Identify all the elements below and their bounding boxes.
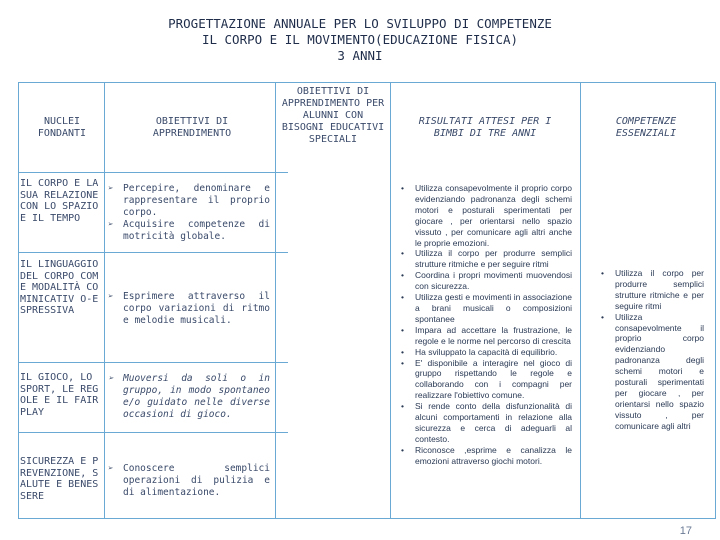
- list-item: • Utilizza il corpo per produrre semplici strutture ritmiche e per seguire ritmi: [601, 268, 704, 311]
- bullet-icon: •: [401, 183, 404, 193]
- nucleo-cell: SICUREZZA E PREVENZIONE, SALUTE E BENESSERE: [20, 456, 99, 502]
- title-line-3: 3 ANNI: [337, 48, 383, 63]
- obiettivi-cell: [108, 463, 270, 499]
- bullet-icon: •: [601, 268, 604, 278]
- bullet-icon: •: [401, 346, 404, 357]
- column-divider: [580, 82, 581, 519]
- list-item: • E' disponibile a interagire nel gioco di gruppo rispettando le regole e collaborando con i compagni per realizzare l'obiettivo comune.: [401, 357, 572, 401]
- list-item: ➢ Percepire, denominare e rappresentare il proprio corpo.: [108, 183, 270, 218]
- bullet-icon: •: [401, 401, 404, 412]
- row-divider: [18, 172, 288, 173]
- list-item: • Utilizza consapevolmente il proprio corpo evidenziando padronanza degli schemi motori e posturali sperimentati per giocare , per orientarsi nello spazio vissuto , per comunicare agli altri anche le proprie emozioni.: [401, 183, 572, 248]
- obiettivi-cell: [108, 183, 270, 243]
- row-divider: [18, 252, 288, 253]
- header-risultati: RISULTATI ATTESI PER I BIMBI DI TRE ANNI: [418, 116, 552, 139]
- list-item: ➢ Conoscere semplici operazioni di pulizia e di alimentazione.: [108, 463, 270, 498]
- header-nuclei: NUCLEI FONDANTI: [37, 116, 87, 139]
- bullet-icon: •: [401, 444, 404, 455]
- obiettivi-cell: [108, 373, 270, 421]
- page-title: [0, 16, 720, 64]
- list-item: • Riconosce ,esprime e canalizza le emozioni attraverso giochi motori.: [401, 444, 572, 466]
- nucleo-cell: IL LINGUAGGIO DEL CORPO COME MODALITÀ COMINICATIV O-ESPRESSIVA: [20, 259, 99, 316]
- bullet-icon: •: [401, 248, 404, 259]
- arrow-bullet-icon: ➢: [108, 220, 114, 230]
- column-divider: [104, 82, 105, 519]
- list-item: • Coordina i propri movimenti muovendosi con sicurezza.: [401, 270, 572, 292]
- list-item: ➢ Muoversi da soli o in gruppo, in modo spontaneo e/o guidato nelle diverse occasioni di gioco.: [108, 373, 270, 420]
- title-line-2: IL CORPO E IL MOVIMENTO(EDUCAZIONE FISICA): [201, 32, 519, 47]
- competenze-list: [598, 268, 704, 432]
- bullet-icon: •: [401, 324, 404, 335]
- list-item: • Utilizza gesti e movimenti in associazione a brani musicali o composizioni spontanee: [401, 292, 572, 324]
- nucleo-cell: IL GIOCO, LO SPORT, LE REGOLE E IL FAIR PLAY: [20, 372, 99, 418]
- row-divider: [18, 362, 288, 363]
- nucleo-cell: IL CORPO E LA SUA RELAZIONE CON LO SPAZIO E IL TEMPO: [20, 178, 99, 224]
- bullet-icon: •: [401, 270, 404, 281]
- page-number: 17: [679, 525, 692, 537]
- header-obiettivi-speciali: OBIETTIVI DI APPRENDIMENTO PER ALUNNI CON BISOGNI EDUCATIVI SPECIALI: [281, 86, 385, 145]
- header-obiettivi: OBIETTIVI DI APPRENDIMENTO: [152, 116, 232, 139]
- list-item: ➢ Acquisire competenze di motricità globale.: [108, 219, 270, 242]
- obiettivi-cell: [108, 291, 270, 327]
- arrow-bullet-icon: ➢: [108, 464, 114, 474]
- arrow-bullet-icon: ➢: [108, 374, 114, 384]
- risultati-list: [398, 183, 572, 467]
- list-item: ➢ Esprimere attraverso il corpo variazioni di ritmo e melodie musicali.: [108, 291, 270, 326]
- bullet-icon: •: [601, 311, 604, 322]
- list-item: • Utilizza consapevolmente il proprio corpo evidenziando padronanza degli schemi motori e posturali sperimentati per giocare , per orientarsi nello spazio vissuto , per comunicare agli altri: [601, 311, 704, 431]
- bullet-icon: •: [401, 292, 404, 303]
- bullet-icon: •: [401, 357, 404, 368]
- row-divider: [18, 432, 288, 433]
- column-divider: [275, 82, 276, 519]
- title-line-1: PROGETTAZIONE ANNUALE PER LO SVILUPPO DI COMPETENZE: [168, 16, 552, 31]
- arrow-bullet-icon: ➢: [108, 292, 114, 302]
- header-competenze: COMPETENZE ESSENZIALI: [615, 116, 677, 139]
- list-item: • Utilizza il corpo per produrre semplici strutture ritmiche e per seguire ritmi: [401, 248, 572, 270]
- list-item: • Ha sviluppato la capacità di equilibrio.: [401, 346, 558, 357]
- list-item: • Si rende conto della disfunzionalità di alcuni comportamenti in relazione alla sicurezza e cerca di adeguarli al contesto.: [401, 401, 572, 444]
- arrow-bullet-icon: ➢: [108, 184, 114, 194]
- column-divider: [390, 82, 391, 519]
- list-item: • Impara ad accettare la frustrazione, le regole e le norme nel percorso di crescita: [401, 324, 572, 346]
